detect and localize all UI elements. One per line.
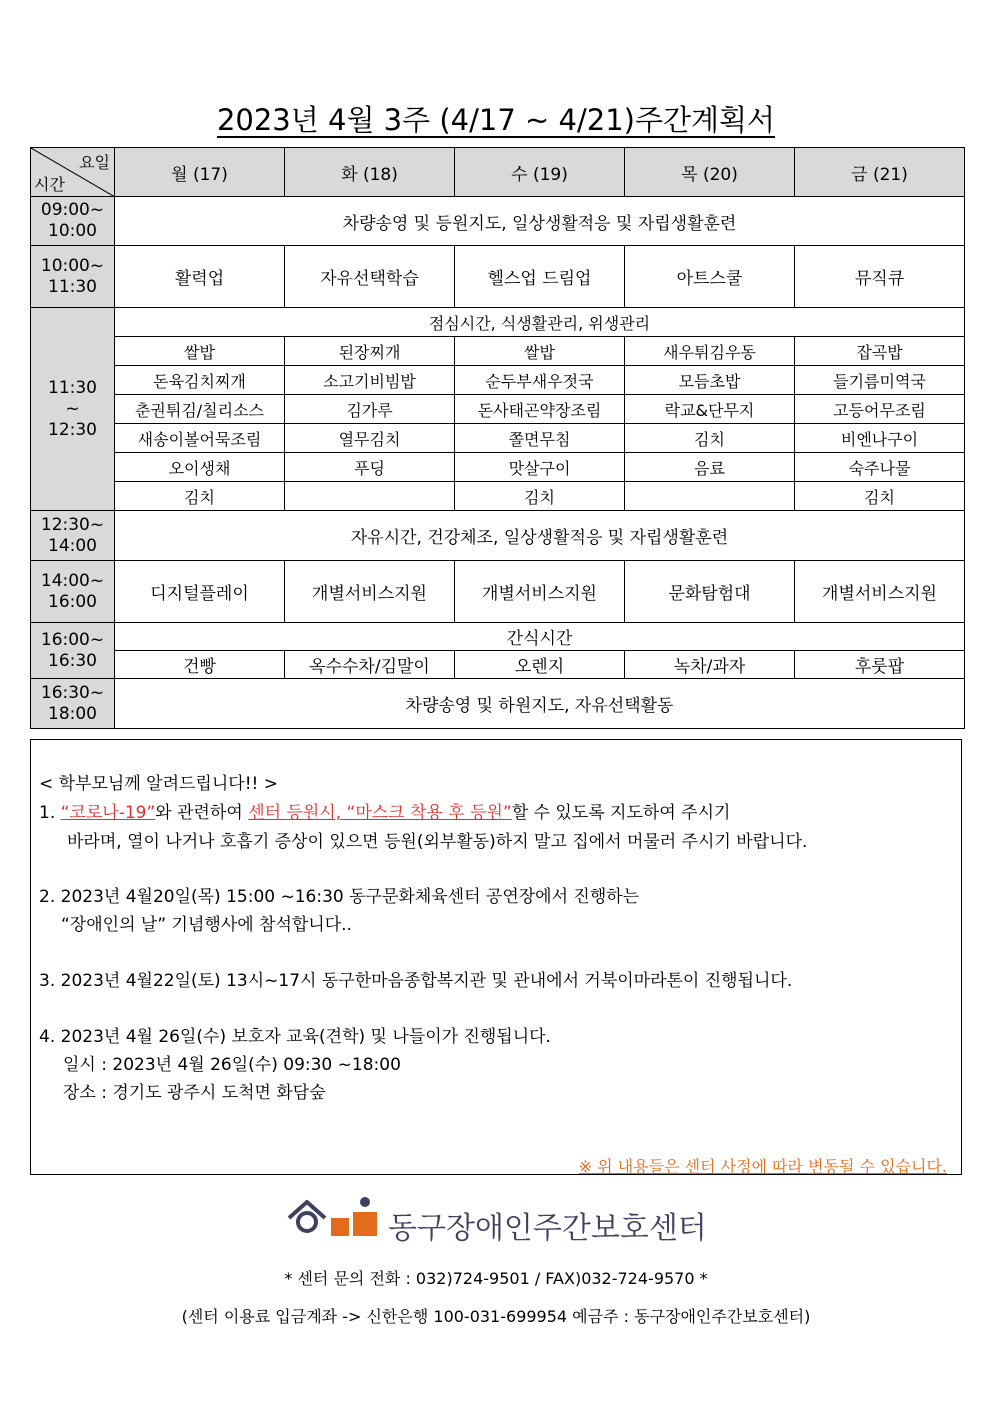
activity-cell: 활력업: [115, 246, 285, 308]
menu-item: 숙주나물: [795, 453, 965, 482]
notice-1-prefix: 1.: [39, 803, 61, 823]
menu-item: 푸딩: [285, 453, 455, 482]
menu-item: 음료: [625, 453, 795, 482]
lunch-header: 점심시간, 식생활관리, 위생관리: [115, 308, 965, 337]
time-end: 16:30: [48, 650, 97, 671]
menu-item: 쫄면무침: [455, 424, 625, 453]
day-header-wed: 수 (19): [455, 148, 625, 197]
activity-cell: 개별서비스지원: [285, 561, 455, 623]
notice-4-line-2: 일시 : 2023년 4월 26일(수) 09:30 ~18:00: [63, 1055, 401, 1075]
time-sep: ~: [65, 398, 80, 419]
activity-cell: 자유시간, 건강체조, 일상생활적응 및 자립생활훈련: [115, 511, 965, 561]
time-end: 18:00: [48, 703, 97, 724]
footer-contact: * 센터 문의 전화 : 032)724-9501 / FAX)032-724-9570 *: [284, 1269, 708, 1288]
notice-disclaimer: ※ 위 내용들은 센터 사정에 따라 변동될 수 있습니다.: [578, 1157, 947, 1176]
time-cell: [31, 679, 115, 729]
menu-row: [31, 366, 965, 395]
day-header-mon: 월 (17): [115, 148, 285, 197]
time-cell: [31, 197, 115, 246]
menu-item: 모듬초밥: [625, 366, 795, 395]
time-start: 09:00~: [40, 200, 105, 220]
menu-item: 락교&단무지: [625, 395, 795, 424]
time-start: 16:30~: [40, 682, 105, 703]
menu-row: [31, 453, 965, 482]
menu-item: 고등어무조림: [795, 395, 965, 424]
menu-item: 새송이볼어묵조림: [115, 424, 285, 453]
day-header-fri: 금 (21): [795, 148, 965, 197]
time-end: 10:00: [48, 221, 97, 241]
activity-cell: 차량송영 및 하원지도, 자유선택활동: [115, 679, 965, 729]
time-cell: [31, 511, 115, 561]
snack-item: 건빵: [115, 651, 285, 679]
time-cell: [31, 561, 115, 623]
notice-2-line-1: 2. 2023년 4월20일(목) 15:00 ~16:30 동구문화체육센터 공연장에서 진행하는: [39, 887, 640, 907]
row-snack: [31, 651, 965, 679]
activity-cell: 개별서비스지원: [455, 561, 625, 623]
time-cell: [31, 623, 115, 679]
activity-cell: 자유선택학습: [285, 246, 455, 308]
snack-item: 녹차/과자: [625, 651, 795, 679]
corner-cell: [31, 148, 115, 197]
menu-row: [31, 424, 965, 453]
time-start: 14:00~: [40, 570, 105, 591]
notice-2-line-2: “장애인의 날” 기념행사에 참석합니다..: [61, 915, 352, 935]
time-start: 12:30~: [40, 514, 105, 535]
time-cell: [31, 308, 115, 511]
activity-cell: 차량송영 및 등원지도, 일상생활적응 및 자립생활훈련: [115, 197, 965, 246]
menu-row: [31, 395, 965, 424]
snack-header: 간식시간: [115, 623, 965, 651]
time-end: 11:30: [48, 276, 97, 297]
menu-item: 열무김치: [285, 424, 455, 453]
row-1230: [31, 511, 965, 561]
activity-cell: 뮤직큐: [795, 246, 965, 308]
day-axis-label: 요일: [79, 153, 110, 172]
activity-cell: 아트스쿨: [625, 246, 795, 308]
day-header-tue: 화 (18): [285, 148, 455, 197]
row-0900: [31, 197, 965, 246]
time-end: 16:00: [48, 591, 97, 612]
notice-1-red-1: “코로나-19”: [60, 803, 156, 823]
menu-item: 김치: [455, 482, 625, 511]
menu-item: 쌀밥: [115, 337, 285, 366]
snack-item: 후룻팝: [795, 651, 965, 679]
menu-item: [285, 482, 455, 511]
snack-item: 오렌지: [455, 651, 625, 679]
schedule-table: [30, 147, 965, 729]
time-start: 11:30: [48, 377, 97, 398]
notice-1-red-2: 센터 등원시, “마스크 착용 후 등원”: [248, 803, 512, 823]
notice-1-mid: 와 관련하여: [155, 803, 249, 823]
menu-item: 잡곡밥: [795, 337, 965, 366]
notice-4-line-3: 장소 : 경기도 광주시 도척면 화담숲: [63, 1083, 326, 1103]
footer-account: (센터 이용료 입금계좌 -> 신한은행 100-031-699954 예금주 : 동구장애인주간보호센터): [181, 1307, 811, 1326]
menu-row: [31, 337, 965, 366]
time-cell: [31, 246, 115, 308]
time-end: 14:00: [48, 535, 97, 556]
notice-1-suffix: 할 수 있도록 지도하여 주시기: [511, 803, 731, 823]
activity-cell: 헬스업 드림업: [455, 246, 625, 308]
menu-item: 순두부새우젓국: [455, 366, 625, 395]
menu-item: 돈사태곤약장조림: [455, 395, 625, 424]
notice-box: [30, 739, 962, 1175]
menu-item: 된장찌개: [285, 337, 455, 366]
day-header-thu: 목 (20): [625, 148, 795, 197]
activity-cell: 디지털플레이: [115, 561, 285, 623]
row-1400: [31, 561, 965, 623]
snack-item: 옥수수차/김말이: [285, 651, 455, 679]
menu-item: 김가루: [285, 395, 455, 424]
menu-item: 비엔나구이: [795, 424, 965, 453]
row-lunch-header: [31, 308, 965, 337]
page-title-wrap: [0, 98, 992, 139]
activity-cell: 개별서비스지원: [795, 561, 965, 623]
notice-4-line-1: 4. 2023년 4월 26일(수) 보호자 교육(견학) 및 나들이가 진행됩니다.: [39, 1027, 551, 1047]
time-end: 12:30: [48, 419, 97, 440]
row-1630: [31, 679, 965, 729]
page-title: 2023년 4월 3주 (4/17 ~ 4/21)주간계획서: [216, 103, 776, 137]
menu-item: 새우튀김우동: [625, 337, 795, 366]
menu-item: 돈육김치찌개: [115, 366, 285, 395]
menu-item: 쌀밥: [455, 337, 625, 366]
menu-item: 들기름미역국: [795, 366, 965, 395]
menu-item: 오이생채: [115, 453, 285, 482]
center-name: 동구장애인주간보호센터: [388, 1211, 707, 1246]
row-1000: [31, 246, 965, 308]
menu-item: 소고기비빔밥: [285, 366, 455, 395]
menu-item: [625, 482, 795, 511]
activity-cell: 문화탐험대: [625, 561, 795, 623]
row-snack-header: [31, 623, 965, 651]
menu-item: 김치: [625, 424, 795, 453]
menu-item: 김치: [795, 482, 965, 511]
day-header-row: [31, 148, 965, 197]
notice-1-line-2: 바라며, 열이 나거나 호흡기 증상이 있으면 등원(외부활동)하지 말고 집에서 머물러 주시기 바랍니다.: [67, 832, 808, 852]
menu-row: [31, 482, 965, 511]
notice-heading: < 학부모님께 알려드립니다!! >: [39, 774, 278, 794]
time-start: 16:00~: [40, 629, 105, 650]
time-axis-label: 시간: [34, 175, 65, 194]
center-logo-icon: [287, 1196, 379, 1238]
time-start: 10:00~: [40, 255, 105, 276]
menu-item: 춘권튀김/칠리소스: [115, 395, 285, 424]
menu-item: 맛살구이: [455, 453, 625, 482]
notice-item-1: [39, 798, 730, 823]
notice-3-line-1: 3. 2023년 4월22일(토) 13시~17시 동구한마음종합복지관 및 관내에서 거북이마라톤이 진행됩니다.: [39, 971, 793, 991]
menu-item: 김치: [115, 482, 285, 511]
